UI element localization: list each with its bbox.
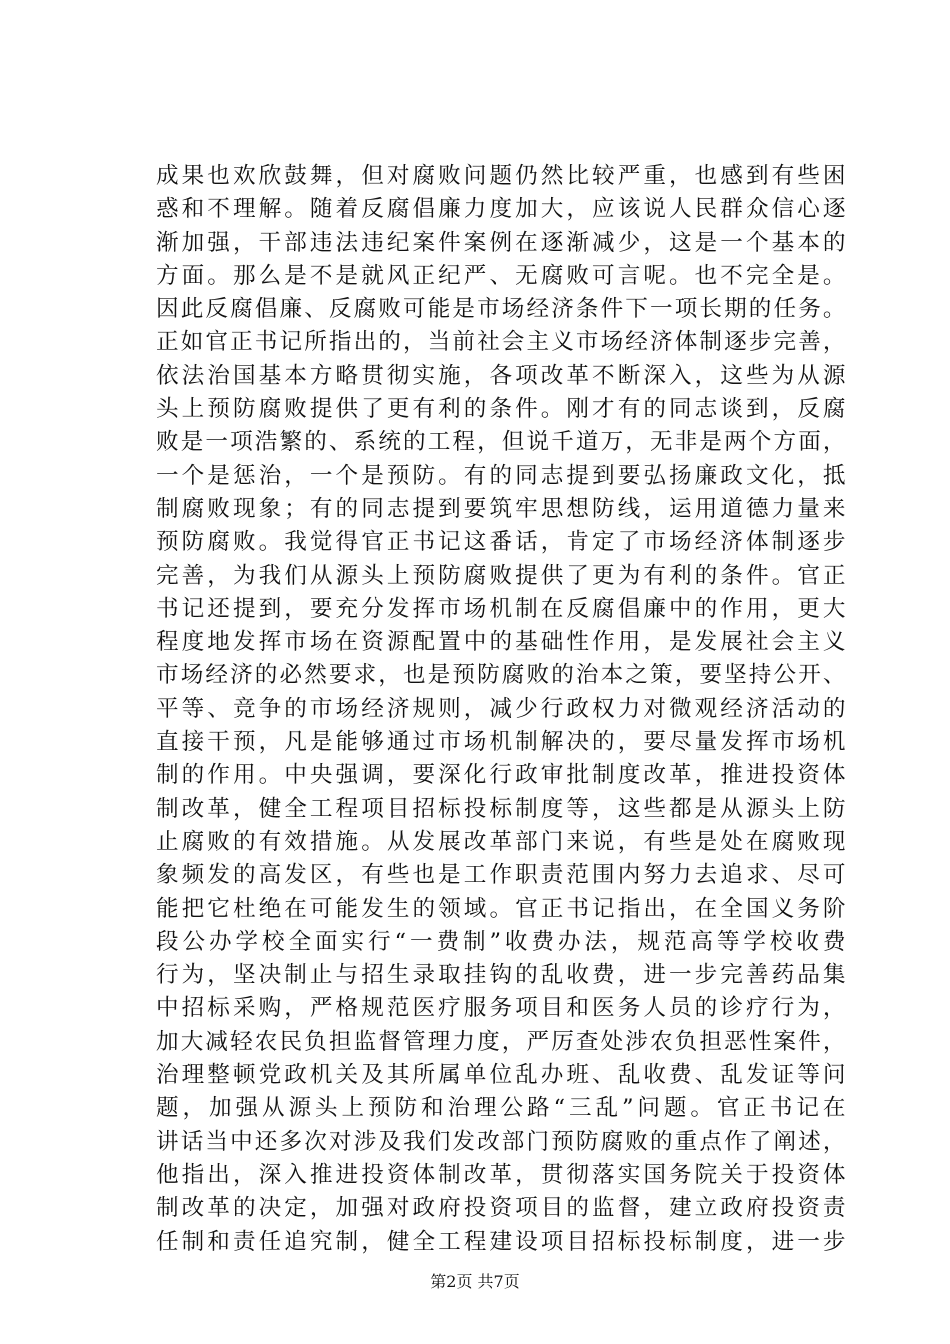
text-line: 行为，坚决制止与招生录取挂钩的乱收费，进一步完善药品集 [156,962,846,989]
text-line: 直接干预，凡是能够通过市场机制解决的，要尽量发挥市场机 [156,729,846,756]
text-line: 题，加强从源头上预防和治理公路“三乱”问题。官正书记在 [156,1095,846,1122]
text-line: 中招标采购，严格规范医疗服务项目和医务人员的诊疗行为， [156,995,846,1022]
text-line: 程度地发挥市场在资源配置中的基础性作用，是发展社会主义 [156,629,846,656]
text-line: 头上预防腐败提供了更有利的条件。刚才有的同志谈到，反腐 [156,396,846,423]
text-line: 因此反腐倡廉、反腐败可能是市场经济条件下一项长期的任务。 [156,296,846,323]
text-line: 能把它杜绝在可能发生的领域。官正书记指出，在全国义务阶 [156,895,846,922]
text-line: 依法治国基本方略贯彻实施，各项改革不断深入，这些为从源 [156,362,846,389]
text-line: 任制和责任追究制，健全工程建设项目招标投标制度，进一步 [156,1228,846,1255]
text-line: 制腐败现象；有的同志提到要筑牢思想防线，运用道德力量来 [156,495,846,522]
page-footer: 第2页 共7页 [430,1272,520,1291]
text-line: 成果也欢欣鼓舞，但对腐败问题仍然比较严重，也感到有些困 [156,163,846,189]
body-text [156,160,846,1259]
text-line: 方面。那么是不是就风正纪严、无腐败可言呢。也不完全是。 [156,262,846,289]
text-line: 治理整顿党政机关及其所属单位乱办班、乱收费、乱发证等问 [156,1062,846,1089]
text-line: 书记还提到，要充分发挥市场机制在反腐倡廉中的作用，更大 [156,595,846,622]
text-line: 讲话当中还多次对涉及我们发改部门预防腐败的重点作了阐述， [156,1128,846,1155]
text-line: 平等、竞争的市场经济规则，减少行政权力对微观经济活动的 [156,695,846,722]
text-line: 惑和不理解。随着反腐倡廉力度加大，应该说人民群众信心逐 [156,196,846,223]
text-line: 止腐败的有效措施。从发展改革部门来说，有些是处在腐败现 [156,828,846,855]
text-line: 制改革的决定，加强对政府投资项目的监督，建立政府投资责 [156,1195,846,1222]
text-line: 预防腐败。我觉得官正书记这番话，肯定了市场经济体制逐步 [156,529,846,556]
text-line: 制改革，健全工程项目招标投标制度等，这些都是从源头上防 [156,795,846,822]
text-line: 渐加强，干部违法违纪案件案例在逐渐减少，这是一个基本的 [156,229,846,256]
text-line: 象频发的高发区，有些也是工作职责范围内努力去追求、尽可 [156,862,846,889]
text-line: 败是一项浩繁的、系统的工程，但说千道万，无非是两个方面， [156,429,846,456]
text-line: 制的作用。中央强调，要深化行政审批制度改革，推进投资体 [156,762,846,789]
text-line: 段公办学校全面实行“一费制”收费办法，规范高等学校收费 [156,928,846,955]
text-line: 一个是惩治，一个是预防。有的同志提到要弘扬廉政文化，抵 [156,462,846,489]
text-line: 完善，为我们从源头上预防腐败提供了更为有利的条件。官正 [156,562,846,589]
text-line: 他指出，深入推进投资体制改革，贯彻落实国务院关于投资体 [156,1161,846,1188]
text-line: 市场经济的必然要求，也是预防腐败的治本之策，要坚持公开、 [156,662,846,689]
text-line: 正如官正书记所指出的，当前社会主义市场经济体制逐步完善， [156,329,846,356]
text-line: 加大减轻农民负担监督管理力度，严厉查处涉农负担恶性案件， [156,1028,846,1055]
